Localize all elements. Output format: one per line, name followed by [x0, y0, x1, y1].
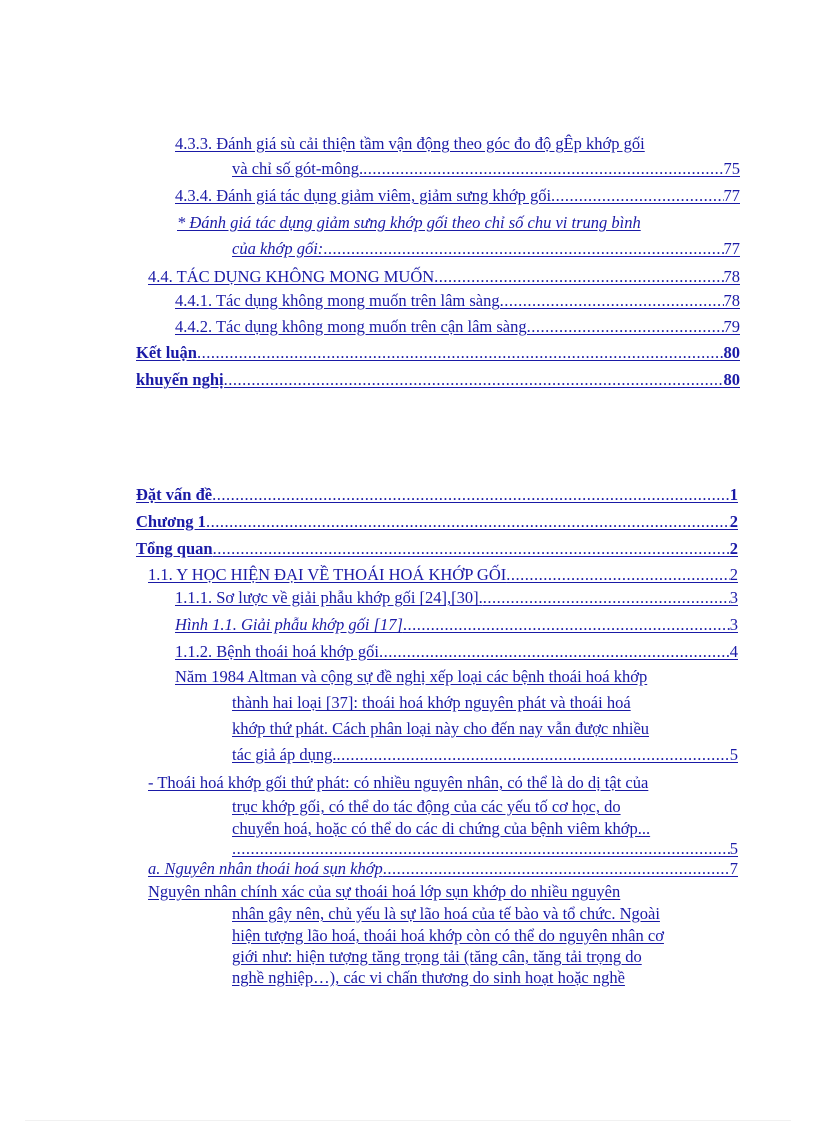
toc-page-number: 2 — [729, 539, 738, 558]
toc-item-text: - Thoái hoá khớp gối thứ phát: có nhiều nguyên nhân, có thể là do dị tật của — [148, 773, 649, 792]
toc-item-4-4[interactable] — [148, 266, 740, 288]
toc-item-cause-2[interactable] — [232, 903, 660, 925]
toc-page-number: 78 — [723, 291, 740, 310]
toc-item-label: Chương 1 — [136, 512, 206, 531]
toc-item-cause-4[interactable] — [232, 946, 642, 968]
dot-leader — [551, 185, 723, 207]
dot-leader — [403, 614, 730, 636]
dot-leader — [323, 238, 723, 260]
toc-page-number: 2 — [729, 512, 738, 531]
toc-item-4-3-3[interactable] — [175, 133, 645, 155]
toc-item-text: Nguyên nhân chính xác của sự thoái hoá lớp sụn khớp do nhiều nguyên — [148, 882, 621, 901]
toc-item-recommendation[interactable] — [136, 369, 740, 391]
toc-item-1-1-1[interactable] — [175, 587, 738, 609]
toc-item-text: Năm 1984 Altman và cộng sự đề nghị xếp loại các bệnh thoái hoá khớp — [175, 667, 648, 686]
dot-leader — [434, 266, 723, 288]
toc-page-number: 5 — [729, 745, 738, 764]
toc-item-1-1-2[interactable] — [175, 641, 738, 663]
dot-leader — [506, 564, 730, 586]
toc-item-text: * Đánh giá tác dụng giảm sưng khớp gối theo chỉ số chu vi trung bình — [177, 213, 641, 232]
toc-item-label: Tổng quan — [136, 539, 213, 558]
toc-item-label: 1.1.1. Sơ lược về giải phẫu khớp gối [24],[30]. — [175, 588, 483, 607]
toc-item-figure-1-1[interactable] — [175, 614, 738, 636]
dot-leader — [232, 838, 730, 860]
toc-item-4-3-3-cont[interactable] — [232, 158, 740, 180]
toc-item-label: tác giả áp dụng. — [232, 745, 337, 764]
toc-item-altman-1[interactable] — [175, 666, 647, 688]
toc-item-text: trục khớp gối, có thể do tác động của các yếu tố cơ học, do — [232, 797, 621, 816]
toc-page-number: 80 — [723, 370, 740, 389]
toc-item-overview[interactable] — [136, 538, 738, 560]
toc-item-text: hiện tượng lão hoá, thoái hoá khớp còn có thể do nguyên nhân cơ — [232, 926, 664, 945]
toc-page-number: 3 — [729, 588, 738, 607]
dot-leader — [500, 290, 724, 312]
toc-item-label: của khớp gối: — [232, 239, 324, 258]
toc-item-label: khuyến nghị — [136, 370, 224, 389]
toc-item-4-4-1[interactable] — [175, 290, 740, 312]
toc-item-text: nhân gây nên, chủ yếu là sự lão hoá của tế bào và tổ chức. Ngoài — [232, 904, 660, 923]
toc-item-swelling-cont[interactable] — [232, 238, 740, 260]
toc-page-number: 77 — [723, 186, 740, 205]
toc-item-secondary-3[interactable] — [232, 818, 650, 840]
toc-item-chapter-1[interactable] — [136, 511, 738, 533]
toc-item-text: nghề nghiệp…), các vi chấn thương do sinh hoạt hoặc nghề — [232, 968, 625, 987]
toc-page-number: 3 — [729, 615, 738, 634]
toc-item-cartilage-cause[interactable] — [148, 858, 738, 880]
toc-item-text: thành hai loại [37]: thoái hoá khớp nguyên phát và thoái hoá — [232, 693, 631, 712]
dot-leader — [213, 538, 730, 560]
dot-leader — [212, 484, 730, 506]
toc-page-number: 75 — [723, 159, 740, 178]
dot-leader — [379, 641, 730, 663]
dot-leader — [527, 316, 724, 338]
toc-page-number: 80 — [723, 343, 740, 362]
toc-page-number: 78 — [723, 267, 740, 286]
toc-page-number: 77 — [723, 239, 740, 258]
dot-leader — [483, 587, 730, 609]
toc-item-intro[interactable] — [136, 484, 738, 506]
toc-item-text: giới như: hiện tượng tăng trọng tải (tăng cân, tăng tải trọng do — [232, 947, 642, 966]
toc-item-label: 4.4.1. Tác dụng không mong muốn trên lâm sàng — [175, 291, 500, 310]
toc-page-number: 7 — [729, 859, 738, 878]
toc-item-altman-3[interactable] — [232, 718, 649, 740]
toc-item-label: 1.1.2. Bệnh thoái hoá khớp gối — [175, 642, 379, 661]
dot-leader — [197, 342, 724, 364]
toc-item-altman-4[interactable] — [232, 744, 738, 766]
toc-item-text: 4.3.3. Đánh giá sù cải thiện tầm vận động theo góc đo độ gÊp khớp gối — [175, 134, 645, 153]
toc-item-label: a. Nguyên nhân thoái hoá sụn khớp — [148, 859, 383, 878]
toc-page-number: 1 — [729, 485, 738, 504]
toc-item-label: 4.4.2. Tác dụng không mong muốn trên cận lâm sàng — [175, 317, 527, 336]
dot-leader — [363, 158, 723, 180]
dot-leader — [224, 369, 724, 391]
dot-leader — [336, 744, 729, 766]
toc-item-altman-2[interactable] — [232, 692, 631, 714]
toc-item-label: 4.3.4. Đánh giá tác dụng giảm viêm, giảm sưng khớp gối — [175, 186, 552, 205]
toc-item-secondary-2[interactable] — [232, 796, 621, 818]
toc-item-cause-1[interactable] — [148, 881, 620, 903]
toc-item-conclusion[interactable] — [136, 342, 740, 364]
toc-item-4-4-2[interactable] — [175, 316, 740, 338]
toc-page-number: 5 — [729, 839, 738, 858]
toc-item-label: 4.4. TÁC DỤNG KHÔNG MONG MUỐN — [148, 267, 435, 286]
toc-item-label: Đặt vấn đề — [136, 485, 213, 504]
page-bottom-divider — [25, 1120, 791, 1121]
toc-item-swelling[interactable] — [177, 212, 641, 234]
toc-item-secondary-1[interactable] — [148, 772, 648, 794]
toc-item-text: chuyển hoá, hoặc có thể do các di chứng của bệnh viêm khớp... — [232, 819, 651, 838]
toc-item-label: 1.1. Y HỌC HIỆN ĐẠI VỀ THOÁI HOÁ KHỚP GỐI — [148, 565, 507, 584]
toc-item-label: và chỉ số gót-mông. — [232, 159, 364, 178]
toc-item-4-3-4[interactable] — [175, 185, 740, 207]
toc-item-text: khớp thứ phát. Cách phân loại này cho đến nay vẫn được nhiều — [232, 719, 650, 738]
toc-item-1-1[interactable] — [148, 564, 738, 586]
toc-page-number: 4 — [729, 642, 738, 661]
toc-item-label: Kết luận — [136, 343, 197, 362]
toc-item-cause-5[interactable] — [232, 967, 625, 989]
dot-leader — [383, 858, 730, 880]
toc-page-number: 79 — [723, 317, 740, 336]
toc-page-number: 2 — [729, 565, 738, 584]
toc-item-cause-3[interactable] — [232, 925, 664, 947]
toc-item-secondary-4[interactable] — [232, 838, 738, 860]
dot-leader — [206, 511, 730, 533]
toc-item-label: Hình 1.1. Giải phẫu khớp gối [17] — [175, 615, 403, 634]
